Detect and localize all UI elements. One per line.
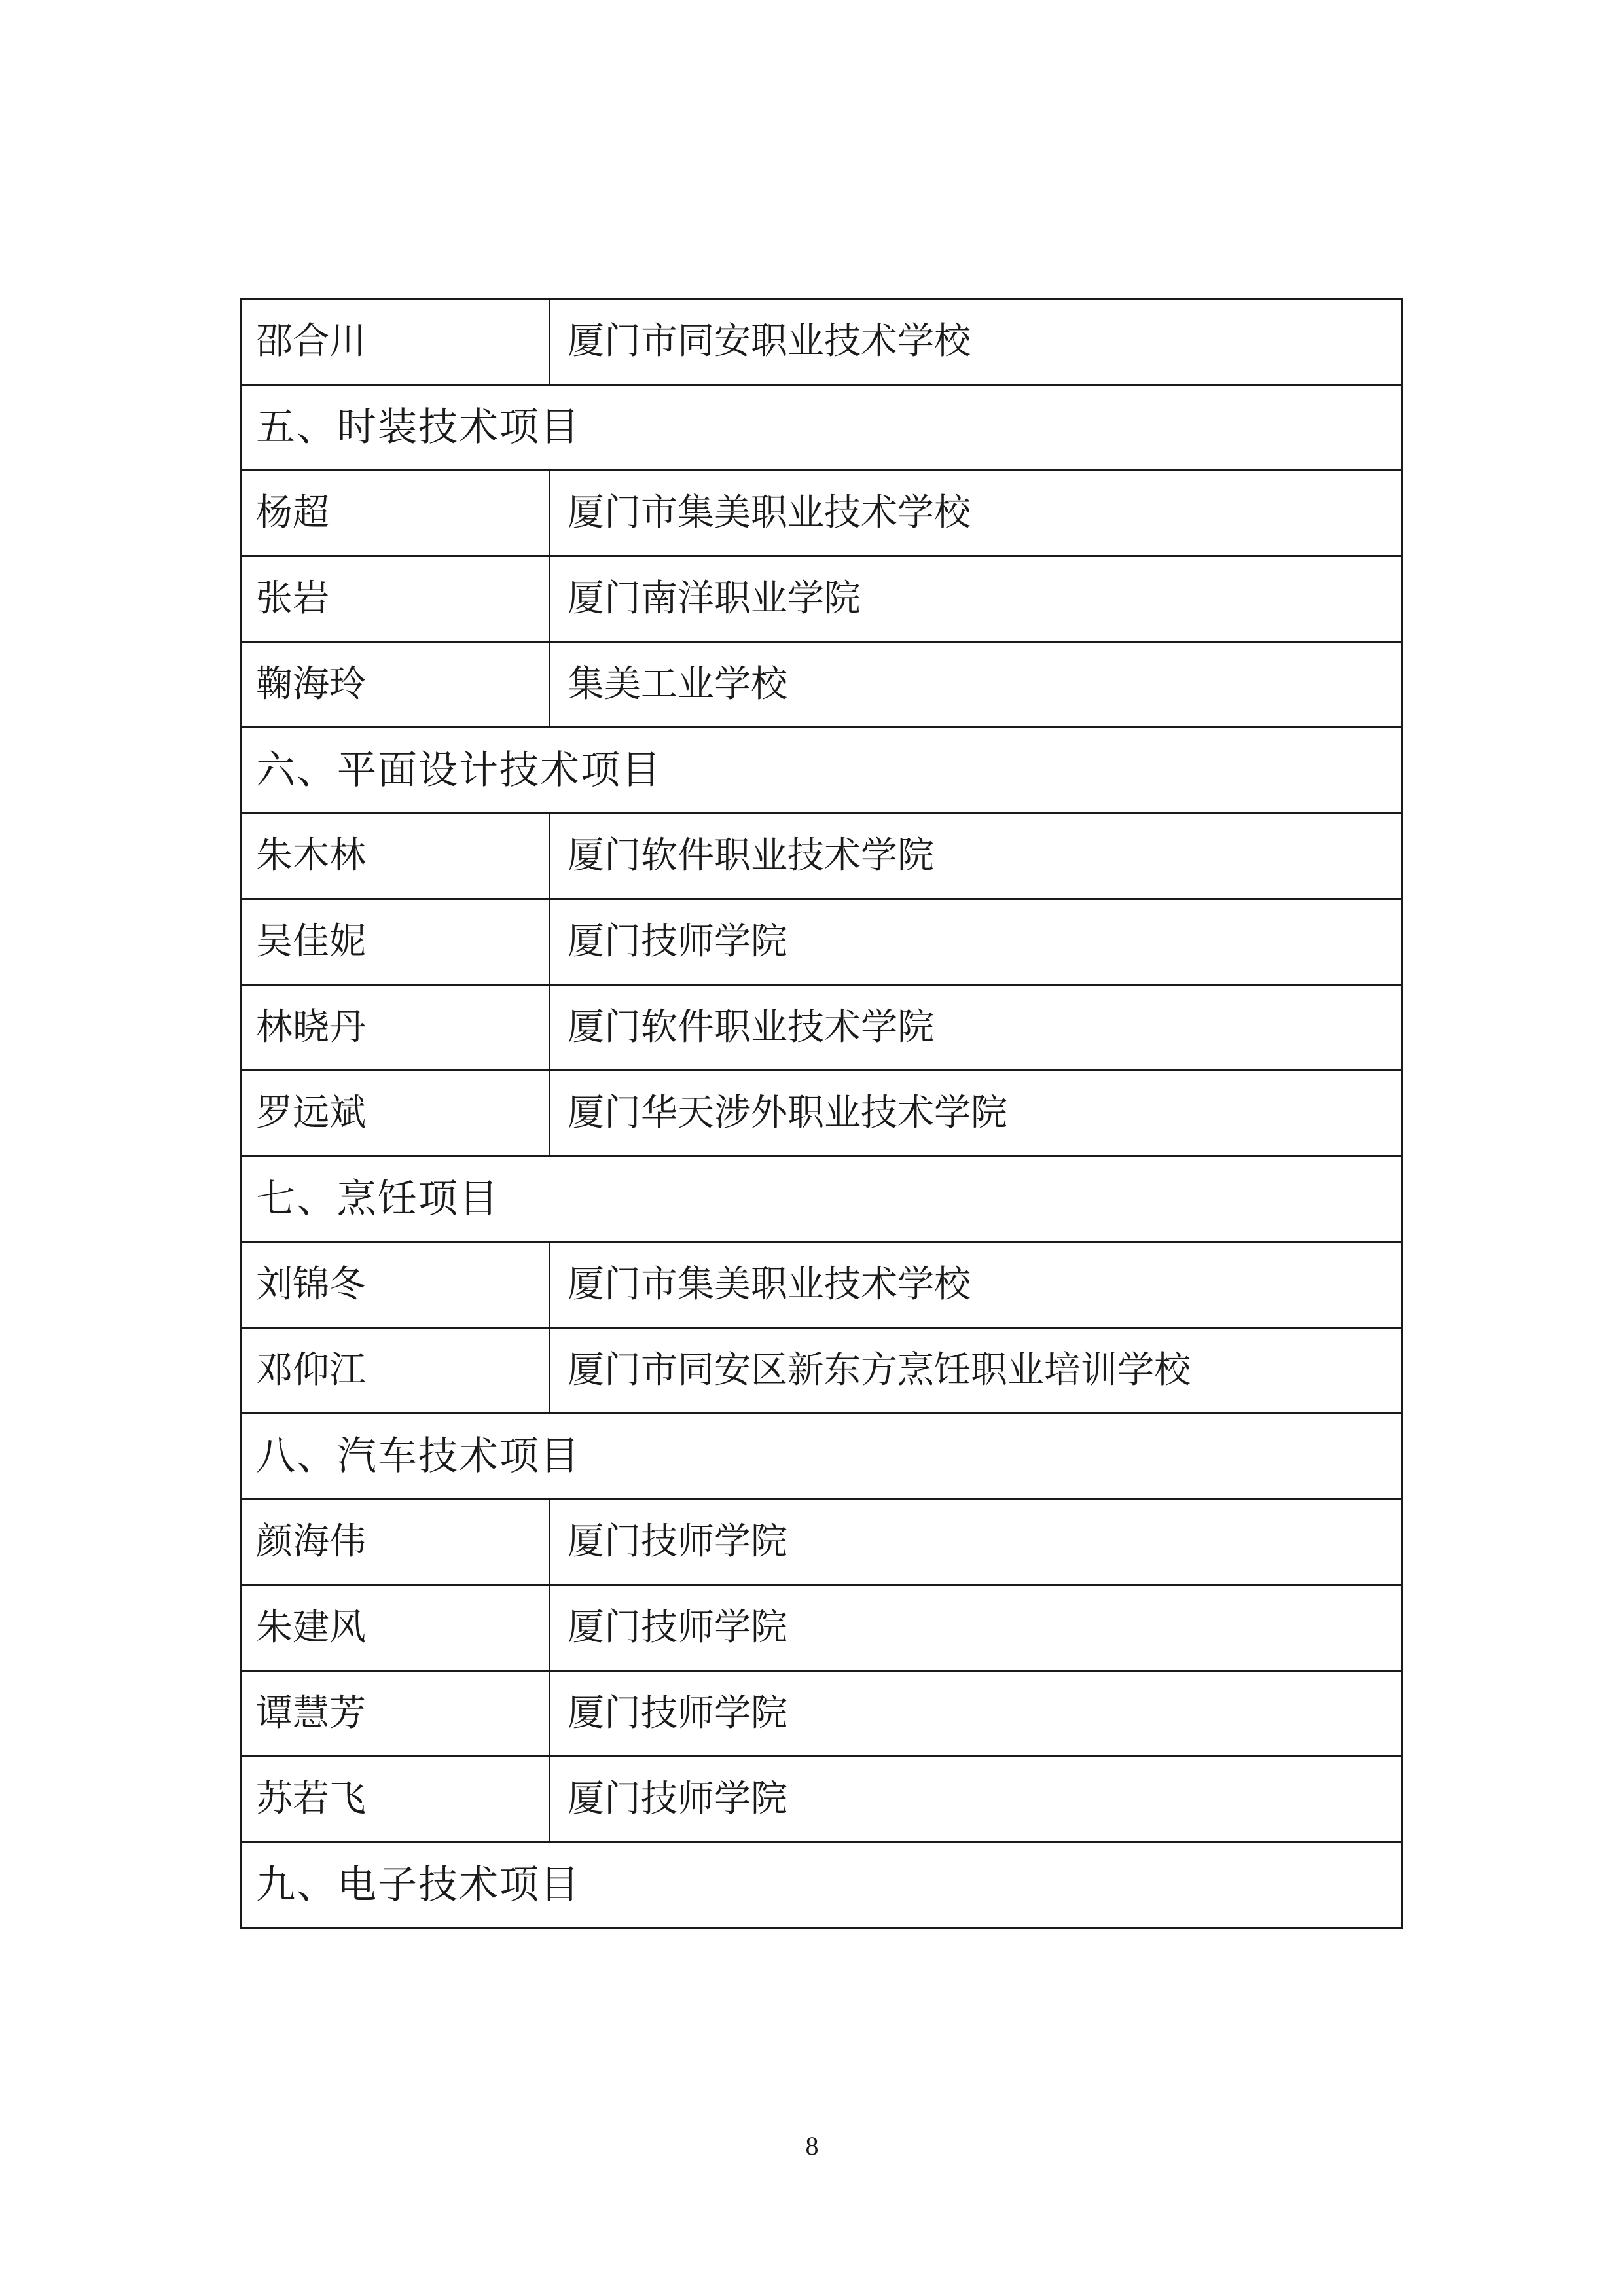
page-number: 8 <box>805 2131 819 2161</box>
table-row <box>241 1071 1402 1157</box>
table-row <box>241 1671 1402 1757</box>
section-header-row <box>241 385 1402 471</box>
section-title: 八、汽车技术项目 <box>241 1414 1402 1499</box>
roster-table-body <box>241 299 1402 1928</box>
table-row <box>241 1585 1402 1671</box>
person-name-cell: 刘锦冬 <box>241 1242 550 1328</box>
section-title: 五、时装技术项目 <box>241 385 1402 471</box>
table-row <box>241 642 1402 728</box>
person-name-cell: 苏若飞 <box>241 1757 550 1842</box>
work-unit-cell: 厦门软件职业技术学院 <box>550 814 1402 899</box>
person-name-cell: 杨超 <box>241 471 550 556</box>
work-unit-cell: 厦门市同安区新东方烹饪职业培训学校 <box>550 1328 1402 1414</box>
work-unit-cell: 厦门技师学院 <box>550 1585 1402 1671</box>
person-name-cell: 罗远斌 <box>241 1071 550 1157</box>
work-unit-cell: 厦门华天涉外职业技术学院 <box>550 1071 1402 1157</box>
section-header-row <box>241 1157 1402 1242</box>
table-row <box>241 1499 1402 1585</box>
work-unit-cell: 厦门市同安职业技术学校 <box>550 299 1402 385</box>
work-unit-cell: 厦门南洋职业学院 <box>550 556 1402 642</box>
person-name-cell: 张岩 <box>241 556 550 642</box>
person-name-cell: 朱木林 <box>241 814 550 899</box>
person-name-cell: 邵合川 <box>241 299 550 385</box>
table-row <box>241 814 1402 899</box>
section-title: 七、烹饪项目 <box>241 1157 1402 1242</box>
table-row <box>241 1757 1402 1842</box>
table-row <box>241 299 1402 385</box>
table-row <box>241 899 1402 985</box>
work-unit-cell: 厦门市集美职业技术学校 <box>550 471 1402 556</box>
person-name-cell: 谭慧芳 <box>241 1671 550 1757</box>
roster-table <box>240 298 1403 1929</box>
person-name-cell: 朱建风 <box>241 1585 550 1671</box>
work-unit-cell: 厦门市集美职业技术学校 <box>550 1242 1402 1328</box>
table-row <box>241 471 1402 556</box>
table-row <box>241 1242 1402 1328</box>
table-row <box>241 556 1402 642</box>
person-name-cell: 吴佳妮 <box>241 899 550 985</box>
person-name-cell: 颜海伟 <box>241 1499 550 1585</box>
table-row <box>241 985 1402 1071</box>
work-unit-cell: 厦门技师学院 <box>550 1757 1402 1842</box>
person-name-cell: 林晓丹 <box>241 985 550 1071</box>
work-unit-cell: 厦门技师学院 <box>550 899 1402 985</box>
work-unit-cell: 集美工业学校 <box>550 642 1402 728</box>
person-name-cell: 鞠海玲 <box>241 642 550 728</box>
section-title: 九、电子技术项目 <box>241 1842 1402 1928</box>
work-unit-cell: 厦门软件职业技术学院 <box>550 985 1402 1071</box>
section-title: 六、平面设计技术项目 <box>241 728 1402 814</box>
work-unit-cell: 厦门技师学院 <box>550 1671 1402 1757</box>
section-header-row <box>241 1414 1402 1499</box>
section-header-row <box>241 728 1402 814</box>
table-row <box>241 1328 1402 1414</box>
section-header-row <box>241 1842 1402 1928</box>
work-unit-cell: 厦门技师学院 <box>550 1499 1402 1585</box>
person-name-cell: 邓仰江 <box>241 1328 550 1414</box>
